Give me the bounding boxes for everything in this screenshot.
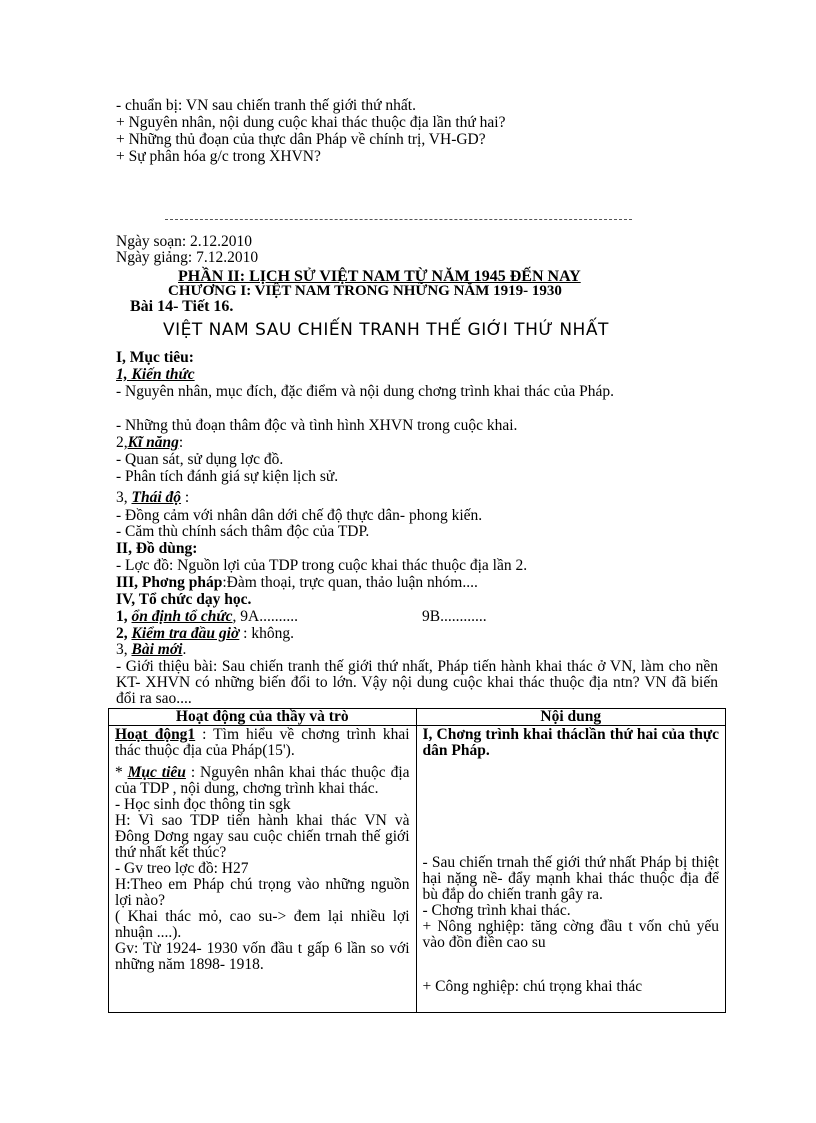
date-taught: Ngày giảng: 7.12.2010	[116, 249, 259, 266]
class-b: 9B............	[422, 608, 487, 625]
separator-line	[165, 219, 632, 220]
content-agriculture: + Nông nghiệp: tăng cờng đầu t vốn chủ yếu vào đồn điền cao su	[422, 918, 719, 951]
activities-cell	[109, 726, 417, 1013]
step-1: 1, ổn định tổ chức, 9A..........	[116, 608, 298, 625]
chapter-heading: CHƯƠNG I: VIỆT NAM TRONG NHỮNG NĂM 1919- 1930	[168, 283, 562, 299]
prep-line: - chuẩn bị: VN sau chiến tranh thế giới thứ nhất.	[116, 97, 416, 114]
content-cell	[416, 726, 725, 1013]
knowledge-label: 1, Kiến thức	[116, 366, 195, 383]
step-2: 2, Kiểm tra đầu giờ : không.	[116, 625, 294, 642]
content-cause: - Sau chiến trnah thế giới thứ nhất Pháp bị thiệt hại nặng nề- đẩy mạnh khai thác thuộc địa để bù đắp do chiến tranh gây ra.	[422, 854, 719, 903]
answer-2: ( Khai thác mỏ, cao su-> đem lại nhiều lợi nhuận ....).	[115, 908, 410, 941]
question-2: H:Theo em Pháp chú trọng vào những nguồn lợi nào?	[115, 876, 410, 909]
read-instruction: - Học sinh đọc thông tin sgk	[115, 796, 291, 813]
teacher-note: Gv: Từ 1924- 1930 vốn đầu t gấp 6 lần so với những năm 1898- 1918.	[115, 940, 410, 973]
step-3: 3, Bài mới.	[116, 641, 187, 658]
map-instruction: - Gv treo lợc đồ: H27	[115, 860, 249, 877]
goal: * Mục tiêu : Nguyên nhân khai thác thuộc địa của TDP , nội dung, chơng trình khai thác.	[115, 764, 410, 797]
skills-item: - Quan sát, sử dụng lợc đồ.	[116, 451, 284, 468]
activity-1: Hoạt động1 : Tìm hiểu về chơng trình khai thác thuộc địa của Pháp(15').	[115, 726, 410, 759]
method-line: III, Phơng pháp:Đàm thoại, trực quan, thảo luận nhóm....	[116, 574, 478, 591]
materials-heading: II, Đồ dùng:	[116, 540, 198, 557]
part-heading: PHẦN II: LỊCH SỬ VIỆT NAM TỪ NĂM 1945 ĐẾN NAY	[178, 268, 581, 285]
table-header-content: Nội dung	[416, 709, 725, 726]
intro-paragraph: - Giới thiệu bài: Sau chiến tranh thế giới thứ nhất, Pháp tiến hành khai thác ở VN, làm cho nền KT- XHVN có những biến đổi to lớn. Vậy nội dung cuộc khai thác thuộc địa ntn? VN đã biến đổi ra sao....	[116, 658, 718, 707]
attitude-label: 3, Thái độ :	[116, 489, 190, 506]
materials-item: - Lợc đồ: Nguồn lợi của TDP trong cuộc khai thác thuộc địa lần 2.	[116, 557, 528, 574]
process-heading: IV, Tổ chức dạy học.	[116, 591, 252, 608]
date-prepared: Ngày soạn: 2.12.2010	[116, 233, 253, 250]
content-heading: I, Chơng trình khai tháclần thứ hai của thực dân Pháp.	[422, 726, 719, 759]
content-industry: + Công nghiệp: chú trọng khai thác	[422, 978, 643, 995]
question-1: H: Vì sao TDP tiến hành khai thác VN và Đông Dơng ngay sau cuộc chiến trnah thế giới thứ nhất kết thúc?	[115, 812, 410, 861]
prep-line: + Sự phân hóa g/c trong XHVN?	[116, 148, 321, 165]
lesson-table	[108, 708, 726, 1013]
knowledge-item: - Những thủ đoạn thâm độc và tình hình XHVN trong cuộc khai.	[116, 417, 518, 434]
lesson-number: Bài 14- Tiết 16.	[130, 298, 234, 315]
skills-item: - Phân tích đánh giá sự kiện lịch sử.	[116, 468, 339, 485]
objectives-heading: I, Mục tiêu:	[116, 349, 194, 366]
prep-line: + Những thủ đoạn của thực dân Pháp về chính trị, VH-GD?	[116, 131, 486, 148]
lesson-title: VIỆT NAM SAU CHIẾN TRANH THẾ GIỚI THỨ NHẤT	[163, 320, 609, 340]
content-program: - Chơng trình khai thác.	[422, 902, 571, 919]
attitude-item: - Căm thù chính sách thâm độc của TDP.	[116, 523, 370, 540]
table-header-activities: Hoạt động của thầy và trò	[109, 709, 417, 726]
skills-label: 2,Kĩ năng:	[116, 434, 184, 451]
prep-line: + Nguyên nhân, nội dung cuộc khai thác thuộc địa lần thứ hai?	[116, 114, 506, 131]
knowledge-item: - Nguyên nhân, mục đích, đặc điểm và nội dung chơng trình khai thác của Pháp.	[116, 383, 615, 400]
attitude-item: - Đồng cảm với nhân dân dới chế độ thực dân- phong kiến.	[116, 507, 483, 524]
